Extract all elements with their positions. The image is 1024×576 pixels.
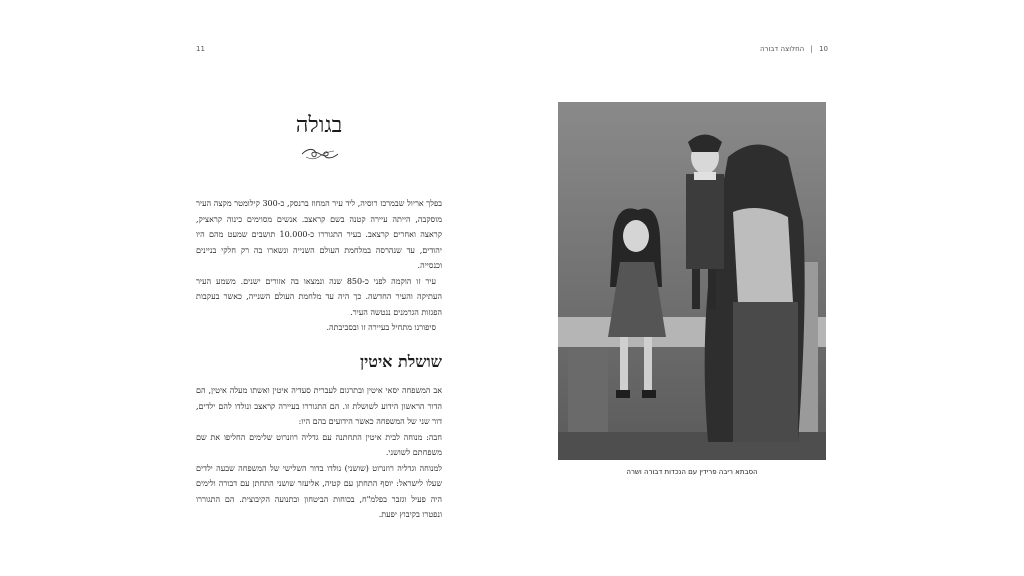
section-paragraph: למנוחה וגדליה רוזנרוט (שושני) נולדו בדור השלישי של המשפחה שבעה ילדים שעלו לישראל: יוסף התחתן עם קטיה, אליעזר שושני התחתן עם דבורה ולימים היה פעיל וגזבר בפלמ"ח, בכוחות הביטחון ובתנועה הקיבוצית. הם התגוררו ונפטרו בקיבוץ יפעת. [196,463,442,519]
section-title: שושלת איטין [360,352,442,371]
photo-caption: הסבתא ריבה פרידין עם הנכדות דבורה ושרה [626,468,758,476]
page-number-right: 10 [819,45,828,53]
running-head-title: החלוצה דבורה [759,45,805,53]
chapter-title: בגולה [295,113,343,138]
ornament-flourish-icon [300,145,340,163]
section-paragraph: חבה: מנוחה לבית איטין התחתנה עם גדליה רוזנרוט שלימים החליפו את שם משפחתם לשושני. [196,432,442,457]
intro-paragraph: סיפורנו מתחיל בעיירה זו ובסביבתה. [326,323,436,332]
section-text [196,383,442,523]
intro-paragraph: בפלך אריול שבמרכז רוסיה, ליד עיר המחוז ברנסק, כ-300 קילומטר מקצה העיר מוסקבה, הייתה עיירה קטנה בשם קראצב. אנשים מסוימים כינוה קראציק, קראצה ואחרים קרצאב. בעיר התגוררו כ-10.000 תושבים שמעט מהם היו יהודים, עד שנהרסה במלחמת העולם השנייה ונשארו בה רק חלקי בניינים וכנסייה. [196,199,442,270]
running-head-separator: | [810,45,813,53]
intro-text [196,196,442,336]
page-number-left: 11 [196,45,205,53]
family-photo [558,102,826,460]
running-head [760,45,828,53]
section-paragraph: אב המשפחה יסאי איטין ובתרגום לעברית סעדיה איטין ואשתו מעלה איטין, הם הדור הראשון הידוע לשושלת זו. הם התגוררו בעיירה קראצב ונולדו להם ילדים, דור שני של המשפחה כאשר הידועים בהם היו: [196,386,442,426]
photo-illustration [558,102,826,460]
intro-paragraph: עיר זו הוקמה לפני כ-850 שנה ונמצאו בה אזורים ישנים. משמע העיר העתיקה והעיר החדשה. כך היה עד מלחמת העולם השנייה, כאשר בעקבות הפגזות הגרמנים ננטשה העיר. [196,276,442,317]
